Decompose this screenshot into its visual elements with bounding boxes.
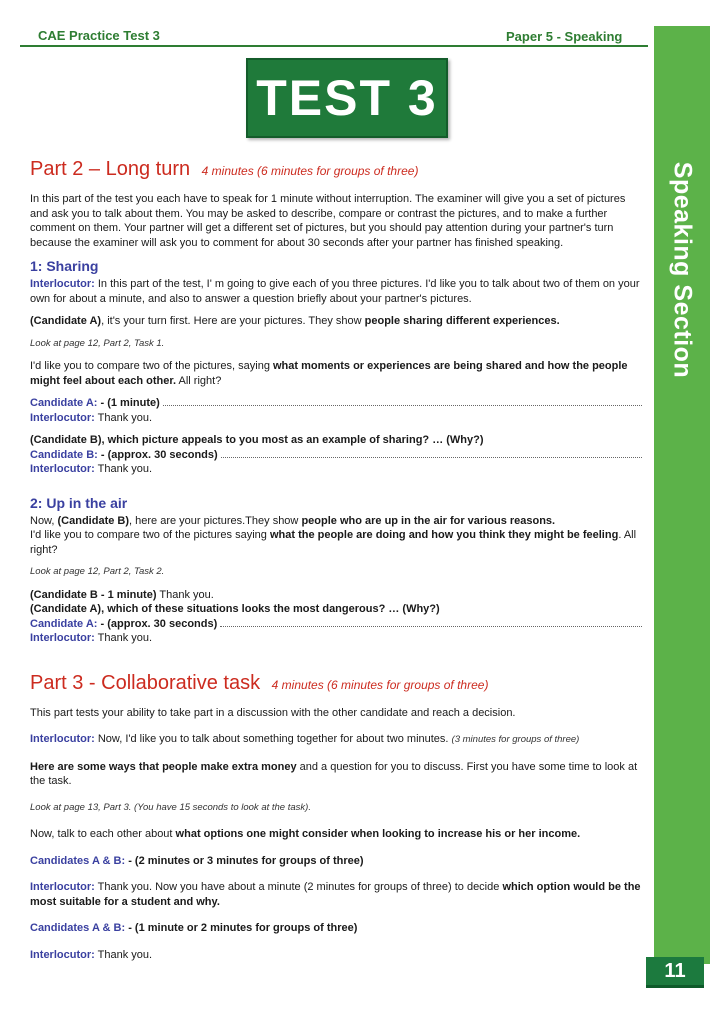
part3-line2-bold: Here are some ways that people make extra money — [30, 760, 297, 773]
dotted-fill — [220, 625, 642, 627]
task1-line1 — [30, 277, 642, 306]
task2-line1-a: Now, — [30, 514, 58, 527]
part3-line1 — [30, 732, 642, 748]
cab-text: - (2 minutes or 3 minutes for groups of three) — [128, 854, 364, 867]
ca-question-text: (Candidate A), which of these situations looks the most dangerous? … (Why?) — [30, 603, 440, 615]
task2-ca-line — [30, 617, 642, 632]
task1-thanks — [30, 411, 642, 426]
part3-line1-italic: (3 minutes for groups of three) — [451, 734, 580, 745]
task1-line3-end: All right? — [176, 374, 222, 387]
task2-cb-bold: (Candidate B - 1 minute) — [30, 588, 157, 601]
dotted-fill — [221, 456, 642, 458]
ca-text: - (1 minute) — [100, 397, 160, 409]
cab-label: Candidates A & B: — [30, 854, 126, 867]
task2-line1-b: (Candidate B) — [57, 514, 130, 527]
thanks-text: Thank you. — [97, 948, 153, 961]
thanks-text: Thank you. — [97, 463, 153, 475]
task1-line3-bold: what moments or experiences are being shared and how the people might feel about each other. — [30, 360, 628, 387]
thanks-text: Thank you. — [97, 411, 153, 424]
thanks-text: Thank you. — [97, 632, 153, 644]
task1-cb-question — [30, 433, 642, 448]
part2-heading — [30, 156, 642, 184]
cb-question-text: (Candidate B), which picture appeals to you most as an example of sharing? … (Why?) — [30, 434, 484, 446]
task1-line2 — [30, 314, 642, 329]
task2-line1 — [30, 514, 642, 529]
interlocutor-label: Interlocutor: — [30, 733, 95, 745]
part3-line4 — [30, 880, 642, 909]
part2-title: Part 2 – Long turn — [30, 158, 191, 180]
test-badge: TEST 3 — [246, 58, 448, 138]
part3-subtitle: 4 minutes (6 minutes for groups of three) — [271, 677, 489, 692]
cab-label: Candidates A & B: — [30, 922, 126, 934]
task2-look: Look at page 12, Part 2, Task 2. — [30, 566, 165, 577]
task2-line1-c: , here are your pictures.They show — [129, 514, 302, 527]
task2-ca-question — [30, 602, 642, 617]
task2-thanks — [30, 631, 642, 646]
part3-line4-bold: which option would be the most suitable for a student and why. — [30, 881, 641, 908]
header-paper: Paper 5 - Speaking — [506, 29, 623, 44]
cb-label: Candidate B: — [30, 448, 98, 461]
part3-look: Look at page 13, Part 3. (You have 15 seconds to look at the task). — [30, 801, 311, 813]
task1-line1-text: In this part of the test, I' m going to give each of you three pictures. I'd like you to talk about two of them on your own for about a minute, and also to answer a question briefly about your partner's pictures. — [30, 278, 640, 305]
interlocutor-label: Interlocutor: — [30, 948, 95, 961]
task1-look: Look at page 12, Part 2, Task 1. — [30, 337, 165, 349]
part3-line2 — [30, 760, 642, 789]
task1-thanks2 — [30, 462, 642, 477]
interlocutor-label: Interlocutor: — [30, 881, 95, 893]
part3-line3-bold: what options one might consider when looking to increase his or her income. — [175, 828, 581, 840]
task1-line3-text: I'd like you to compare two of the pictures, saying — [30, 360, 273, 372]
cand-a: (Candidate A) — [30, 315, 102, 327]
ca-label: Candidate A: — [30, 617, 98, 630]
task2-line2 — [30, 528, 642, 557]
task2-line2-b: what the people are doing and how you think they might be feeling — [269, 529, 619, 541]
task1-title: 1: Sharing — [30, 258, 99, 274]
task2-title: 2: Up in the air — [30, 494, 128, 511]
task2-cb-line — [30, 588, 642, 603]
content — [30, 156, 642, 970]
part3-cab-line — [30, 854, 642, 869]
part3-intro: This part tests your ability to take part in a discussion with the other candidate and reach a decision. — [30, 706, 516, 719]
part3-heading — [30, 670, 642, 698]
ca-text: - (approx. 30 seconds) — [100, 617, 218, 630]
page-number: 11 — [646, 957, 704, 988]
cb-text: - (approx. 30 seconds) — [100, 448, 218, 461]
ca-label: Candidate A: — [30, 397, 98, 409]
part3-line4-text: Thank you. Now you have about a minute (2 minutes for groups of three) to decide — [97, 881, 503, 893]
task1-cb-line — [30, 448, 642, 463]
interlocutor-label: Interlocutor: — [30, 278, 95, 290]
part3-title: Part 3 - Collaborative task — [30, 671, 261, 694]
part3-thanks — [30, 948, 642, 963]
header-rule — [20, 45, 648, 47]
header-title: CAE Practice Test 3 — [38, 28, 160, 43]
dotted-fill — [163, 404, 642, 406]
task2-line2-c: . All right? — [30, 529, 637, 556]
interlocutor-label: Interlocutor: — [30, 411, 95, 424]
part2-subtitle: 4 minutes (6 minutes for groups of three) — [201, 164, 419, 178]
part3-line2-text: and a question for you to discuss. First you have some time to look at the task. — [30, 760, 638, 787]
part3-cab-line2 — [30, 921, 642, 936]
task1-line2-bold: people sharing different experiences. — [364, 315, 560, 327]
task1-line2-text: , it's your turn first. Here are your pictures. They show — [101, 315, 365, 327]
part3-line3-text: Now, talk to each other about — [30, 828, 176, 840]
interlocutor-label: Interlocutor: — [30, 632, 95, 644]
task1-ca-line — [30, 396, 642, 411]
task2-cb-end: Thank you. — [156, 588, 214, 601]
task1-line3 — [30, 359, 642, 388]
part3-line1-text: Now, I'd like you to talk about something together for about two minutes. — [97, 733, 449, 745]
part3-line3 — [30, 827, 642, 842]
part2-intro: In this part of the test you each have to speak for 1 minute without interruption. The examiner will give you a set of pictures and ask you to talk about them. You may be asked to describe, compare or contrast the pictures, and to make a further comment on them. Your partner will get a different set of pictures, but you should pay attention during your partner's turn because the examiner will ask you to comment for about 30 seconds after your partner has finished speaking. — [30, 193, 626, 249]
cab-text: - (1 minute or 2 minutes for groups of three) — [128, 922, 358, 934]
side-label: Speaking Section — [668, 161, 697, 379]
task2-line2-a: I'd like you to compare two of the pictures saying — [30, 529, 270, 541]
interlocutor-label: Interlocutor: — [30, 463, 95, 475]
task2-line1-d: people who are up in the air for various reasons. — [301, 514, 556, 527]
